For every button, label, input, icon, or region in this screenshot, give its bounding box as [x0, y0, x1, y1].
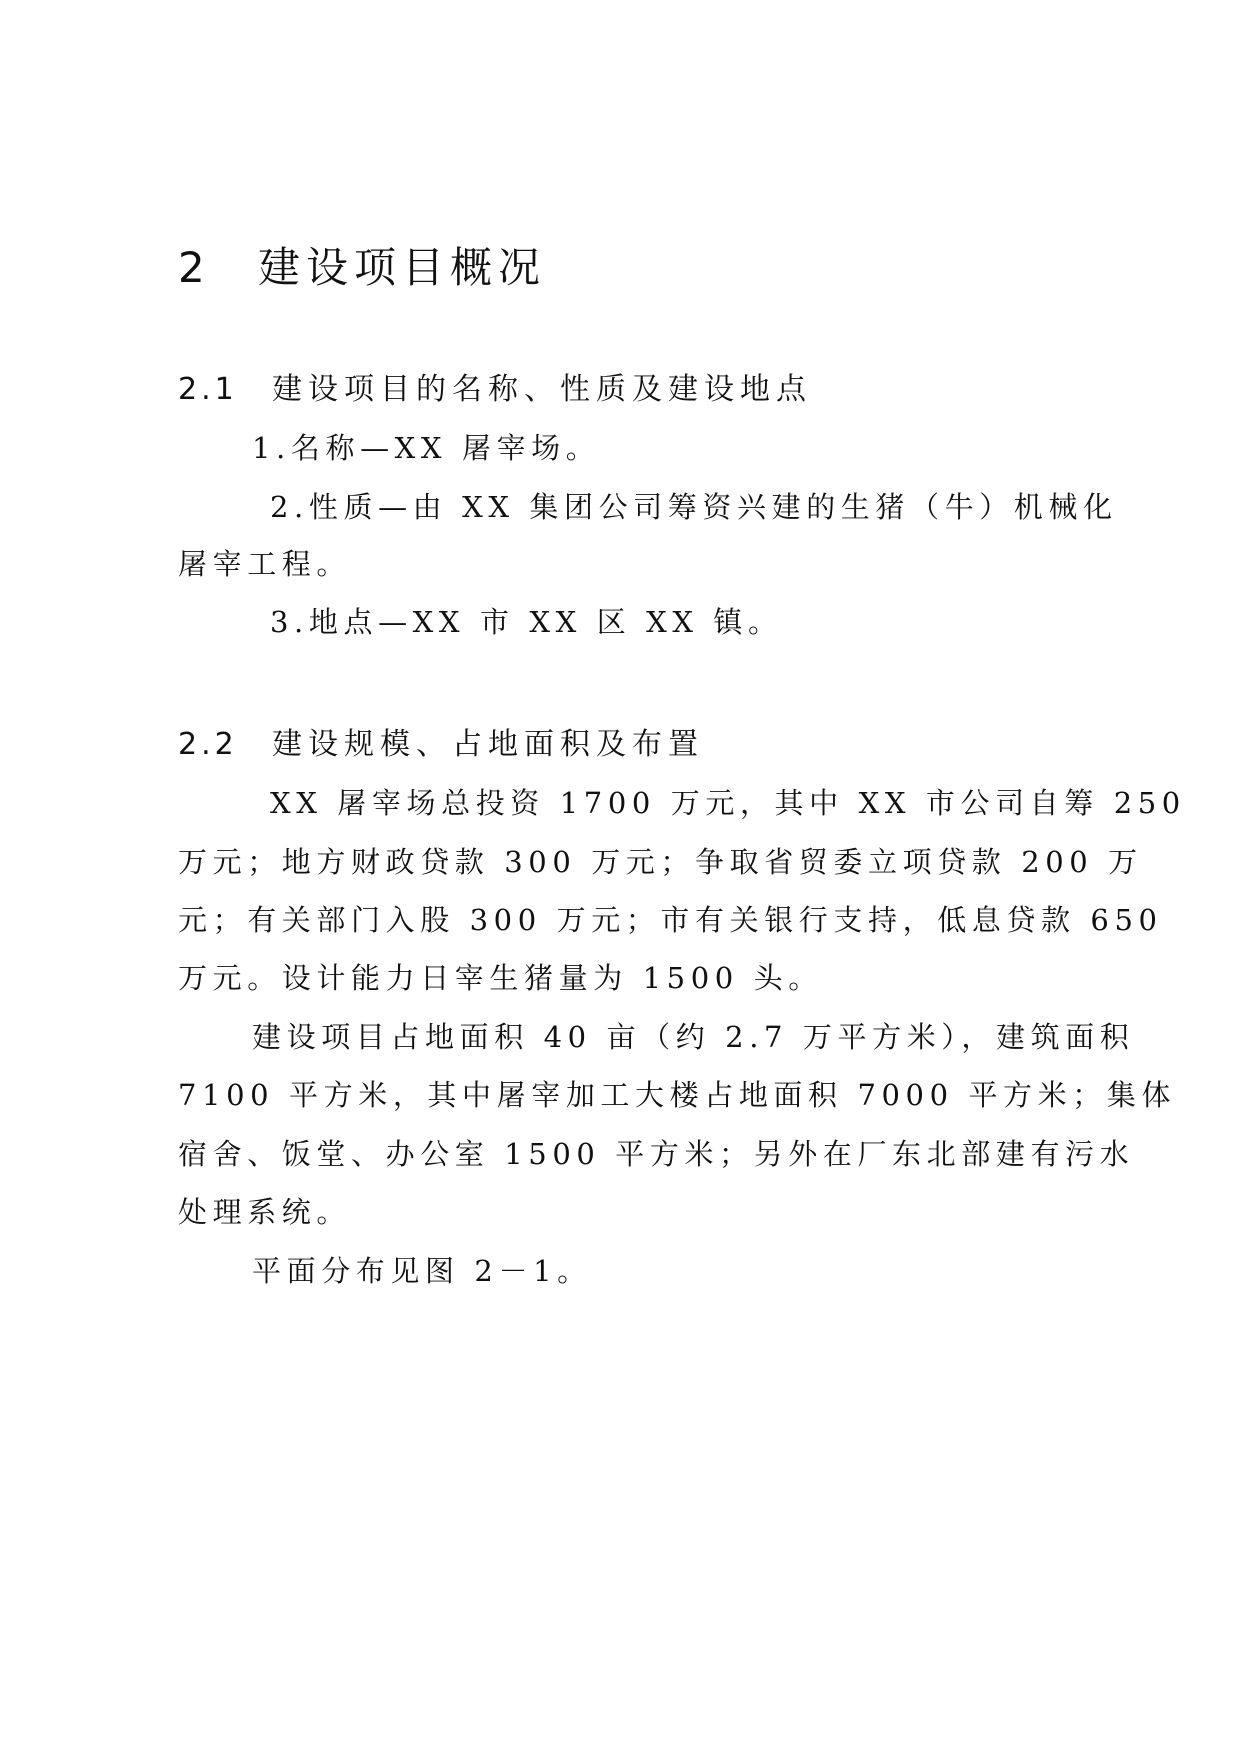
paragraph-line: 元；有关部门入股 300 万元；市有关银行支持，低息贷款 650	[178, 903, 1163, 937]
paragraph-line: 万元；地方财政贷款 300 万元；争取省贸委立项贷款 200 万	[178, 845, 1143, 879]
paragraph-line: 平面分布见图 2－1。	[252, 1254, 592, 1288]
paragraph-line: 宿舍、饭堂、办公室 1500 平方米；另外在厂东北部建有污水	[178, 1137, 1135, 1171]
section-title-2-2	[178, 725, 704, 765]
section-title-text: 建设规模、占地面积及布置	[272, 727, 704, 762]
paragraph-line: XX 屠宰场总投资 1700 万元，其中 XX 市公司自筹 250	[270, 786, 1186, 820]
section-number: 2.1	[178, 372, 238, 407]
paragraph-line: 3.地点—XX 市 XX 区 XX 镇。	[270, 605, 783, 639]
chapter-title-text: 建设项目概况	[258, 243, 547, 292]
paragraph-line: 万元。设计能力日宰生猪量为 1500 头。	[178, 961, 823, 995]
paragraph-line: 建设项目占地面积 40 亩（约 2.7 万平方米），建筑面积	[252, 1020, 1135, 1054]
section-title-text: 建设项目的名称、性质及建设地点	[272, 372, 812, 407]
section-title-2-1	[178, 370, 812, 410]
paragraph-line: 1.名称—XX 屠宰场。	[252, 431, 601, 465]
paragraph-line: 7100 平方米，其中屠宰加工大楼占地面积 7000 平方米；集体	[178, 1078, 1177, 1112]
section-number: 2.2	[178, 727, 238, 762]
paragraph-line: 处理系统。	[178, 1195, 352, 1229]
chapter-number: 2	[178, 243, 211, 292]
chapter-title	[178, 240, 546, 296]
paragraph-line: 屠宰工程。	[178, 547, 352, 581]
paragraph-line: 2.性质—由 XX 集团公司筹资兴建的生猪（牛）机械化	[270, 490, 1118, 524]
